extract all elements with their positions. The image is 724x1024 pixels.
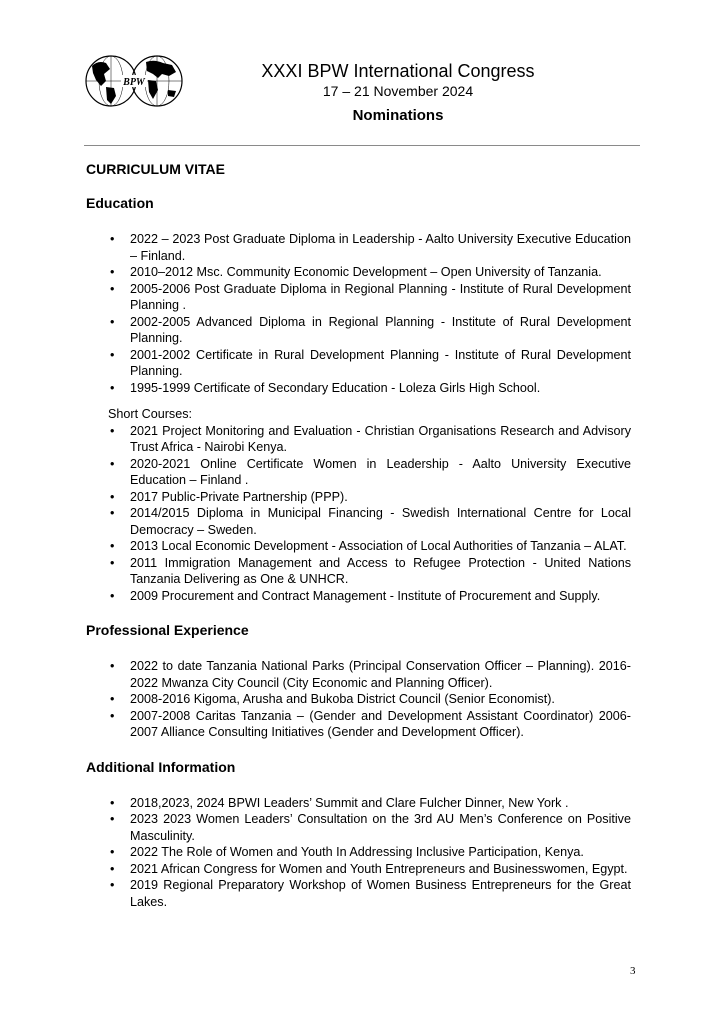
list-item: • 2001-2002 Certificate in Rural Development Planning - Institute of Rural Development Planning. [130,347,631,380]
list-item: • 2013 Local Economic Development - Association of Local Authorities of Tanzania – ALAT. [130,538,631,555]
cv-body [86,159,631,910]
list-item: • 2018,2023, 2024 BPWI Leaders’ Summit and Clare Fulcher Dinner, New York . [130,795,631,812]
list-item: • 2022 The Role of Women and Youth In Addressing Inclusive Participation, Kenya. [130,844,631,861]
education-list [86,231,631,396]
list-item: • 2022 to date Tanzania National Parks (Principal Conservation Officer – Planning). 2016-2022 Mwanza City Council (City Economic and Planning Officer). [130,658,631,691]
list-item: • 2011 Immigration Management and Access to Refugee Protection - United Nations Tanzania Delivering as One & UNHCR. [130,555,631,588]
cv-title: CURRICULUM VITAE [86,161,225,177]
logo-text: BPW [123,77,145,88]
header-divider [84,145,640,146]
experience-heading: Professional Experience [86,622,249,638]
short-courses-label: Short Courses: [108,407,192,421]
list-item: • 2008-2016 Kigoma, Arusha and Bukoba District Council (Senior Economist). [130,691,631,708]
list-item: • 2017 Public-Private Partnership (PPP). [130,489,631,506]
list-item: • 2023 2023 Women Leaders’ Consultation on the 3rd AU Men’s Conference on Positive Masculinity. [130,811,631,844]
page-number: 3 [630,965,636,977]
list-item: • 2021 African Congress for Women and Youth Entrepreneurs and Businesswomen, Egypt. [130,861,631,878]
list-item: • 1995-1999 Certificate of Secondary Education - Loleza Girls High School. [130,380,631,397]
list-item: • 2014/2015 Diploma in Municipal Financing - Swedish International Centre for Local Democracy – Sweden. [130,505,631,538]
list-item: • 2007-2008 Caritas Tanzania – (Gender and Development Assistant Coordinator) 2006-2007 Alliance Consulting Initiatives (Gender and Development Officer). [130,708,631,741]
list-item: • 2002-2005 Advanced Diploma in Regional Planning - Institute of Rural Development Planning. [130,314,631,347]
short-courses-list [86,423,631,605]
list-item: • 2019 Regional Preparatory Workshop of Women Business Entrepreneurs for the Great Lakes. [130,877,631,910]
list-item: • 2021 Project Monitoring and Evaluation - Christian Organisations Research and Advisory Trust Africa - Nairobi Kenya. [130,423,631,456]
list-item: • 2020-2021 Online Certificate Women in Leadership - Aalto University Executive Education – Finland . [130,456,631,489]
nominations-heading: Nominations [352,107,444,124]
list-item: • 2009 Procurement and Contract Management - Institute of Procurement and Supply. [130,588,631,605]
additional-info-heading: Additional Information [86,758,236,775]
list-item: • 2005-2006 Post Graduate Diploma in Regional Planning - Institute of Rural Development Planning . [130,281,631,314]
additional-info-list [86,795,631,911]
congress-title: XXXI BPW International Congress [261,61,535,81]
list-item: • 2010–2012 Msc. Community Economic Development – Open University of Tanzania. [130,264,631,281]
education-heading: Education [86,195,154,211]
bpw-globe-logo [84,54,184,108]
list-item: • 2022 – 2023 Post Graduate Diploma in Leadership - Aalto University Executive Education – Finland. [130,231,631,264]
congress-date: 17 – 21 November 2024 [322,83,474,99]
experience-list [86,658,631,741]
